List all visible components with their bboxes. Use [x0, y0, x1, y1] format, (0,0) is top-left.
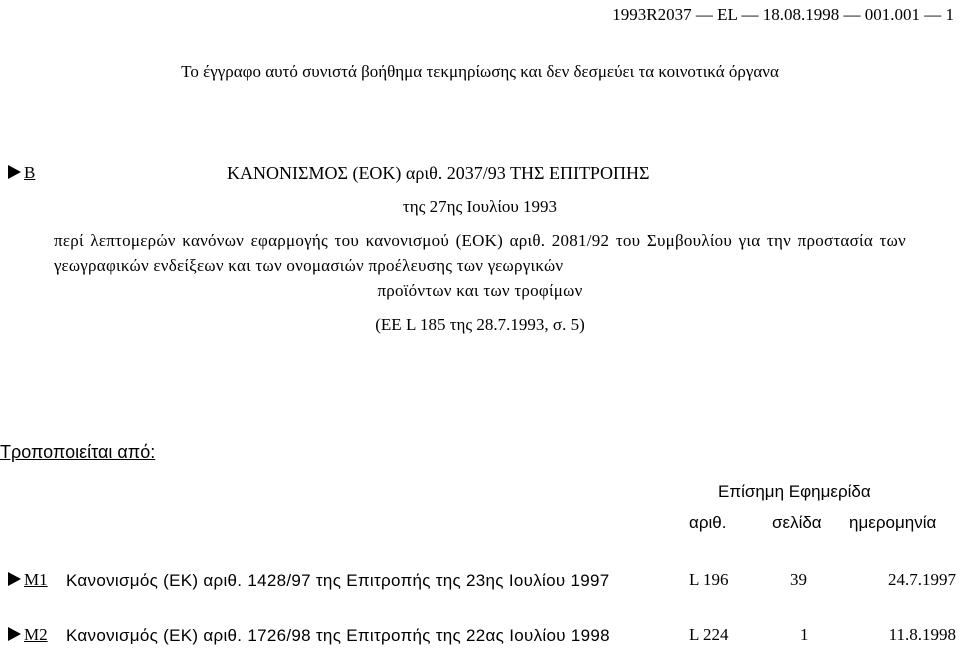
amendment-number: L 224	[689, 625, 729, 644]
amendment-date: 24.7.1997	[888, 570, 956, 589]
regulation-subject-line: περί λεπτομερών κανόνων εφαρμογής του κανονισμού (ΕΟΚ) αριθ. 2081/92 του Συμβουλίου για την προστασία των γεωγραφικών ενδείξεων και των ονομασιών προέλευσης των γεωργικών	[54, 231, 906, 275]
arrow-right-icon	[8, 165, 21, 179]
amendment-text: Κανονισμός (ΕΚ) αριθ. 1726/98 της Επιτροπής της 22ας Ιουλίου 1998	[66, 626, 610, 645]
column-header-page: σελίδα	[772, 513, 822, 532]
base-act-code: B	[24, 163, 36, 182]
official-journal-heading: Επίσημη Εφημερίδα	[718, 482, 871, 501]
arrow-right-icon	[8, 572, 21, 586]
official-journal-reference: (ΕΕ L 185 της 28.7.1993, σ. 5)	[375, 315, 585, 334]
amendment-text: Κανονισμός (ΕΚ) αριθ. 1428/97 της Επιτροπής της 23ης Ιουλίου 1997	[66, 571, 610, 590]
regulation-subject-line: προϊόντων και των τροφίμων	[377, 281, 583, 300]
amendment-number: L 196	[689, 570, 729, 589]
disclaimer-text: Το έγγραφο αυτό συνιστά βοήθημα τεκμηρίωσης και δεν δεσμεύει τα κοινοτικά όργανα	[181, 62, 779, 81]
arrow-right-icon	[8, 627, 21, 641]
column-header-date: ημερομηνία	[849, 513, 937, 532]
amendment-code: M1	[24, 570, 48, 589]
document-code-header: 1993R2037 — EL — 18.08.1998 — 001.001 — 1	[612, 5, 954, 24]
base-act-marker	[8, 163, 35, 183]
regulation-title: ΚΑΝΟΝΙΣΜΟΣ (ΕΟΚ) αριθ. 2037/93 ΤΗΣ ΕΠΙΤΡΟΠΗΣ	[227, 163, 650, 183]
amended-by-heading: Τροποποιείται από:	[0, 442, 156, 462]
regulation-date: της 27ης Ιουλίου 1993	[402, 197, 558, 216]
amendment-code: M2	[24, 625, 48, 644]
amendment-marker-m2	[8, 625, 48, 645]
amendment-page: 39	[790, 570, 807, 589]
column-header-number: αριθ.	[689, 513, 727, 532]
amendment-marker-m1	[8, 570, 48, 590]
regulation-subject	[54, 228, 906, 303]
amendment-date: 11.8.1998	[888, 625, 956, 644]
amendment-page: 1	[800, 625, 809, 644]
